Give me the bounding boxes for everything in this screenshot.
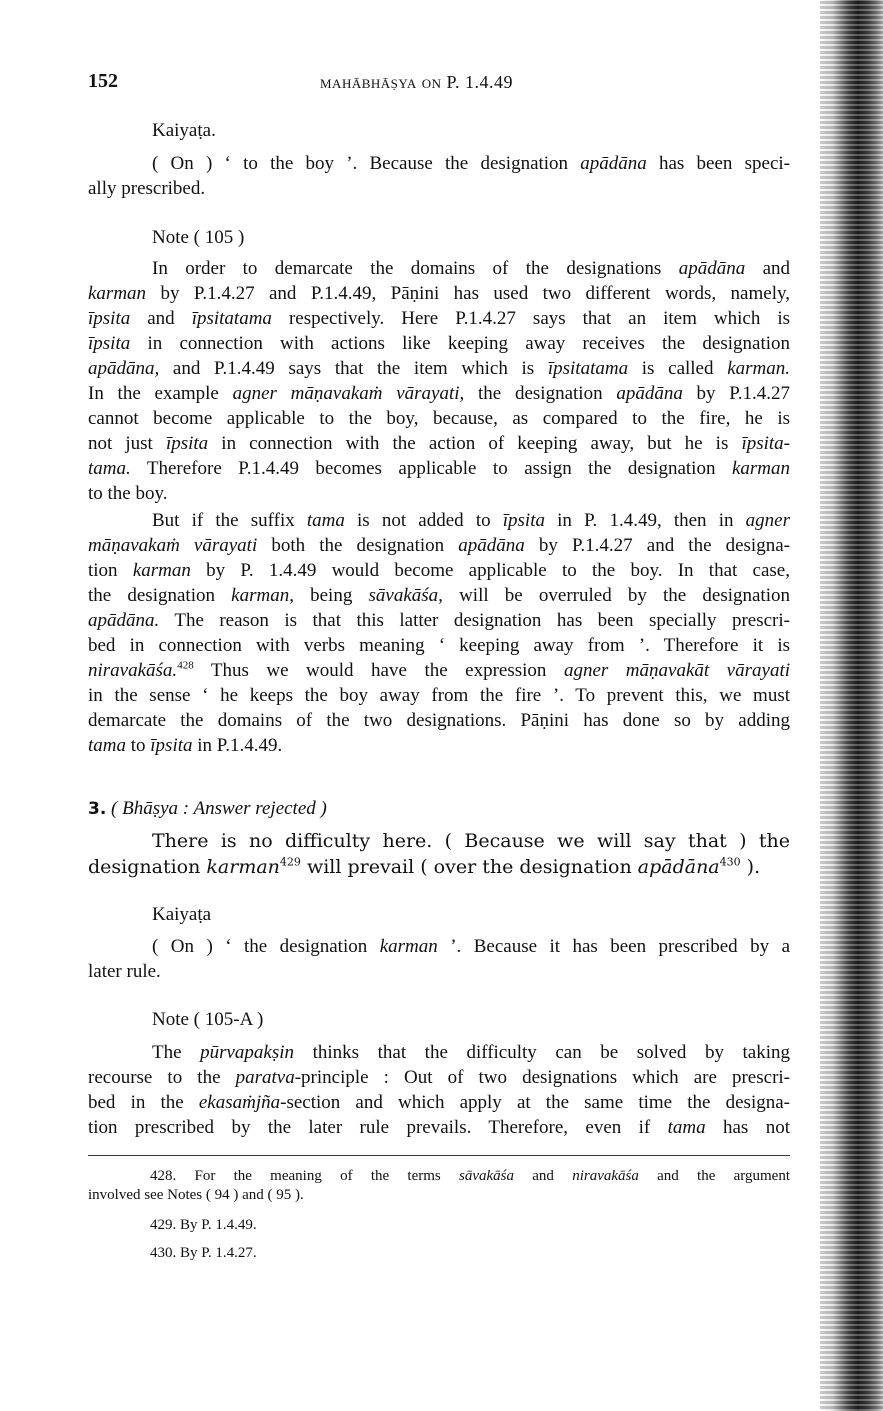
text-run: being xyxy=(293,585,369,606)
text-run: and xyxy=(745,258,791,279)
text-line xyxy=(88,225,790,250)
text-run: in P. 1.4.49, then in xyxy=(544,510,746,531)
text-run: 429. By P. 1.4.49. xyxy=(150,1217,257,1233)
italic-term: karman, xyxy=(231,585,294,606)
text-line xyxy=(88,281,790,306)
italic-term: īpsita- xyxy=(741,433,791,454)
text-line xyxy=(88,959,790,984)
text-run: ). xyxy=(740,856,761,878)
italic-term: karman xyxy=(206,856,280,878)
italic-term: apādāna. xyxy=(88,610,160,631)
text-run: In the example xyxy=(88,383,233,404)
text-run: the designation xyxy=(464,383,617,404)
text-line xyxy=(88,456,790,481)
text-run: by P.1.4.27 xyxy=(682,383,790,404)
text-line xyxy=(88,1040,790,1065)
text-run: later rule. xyxy=(88,961,161,982)
text-run: But if the suffix xyxy=(152,510,307,531)
italic-term: karman xyxy=(132,560,191,581)
text-line xyxy=(88,406,790,431)
italic-term: īpsita xyxy=(88,308,131,329)
text-line xyxy=(88,118,790,143)
footnote-ref: 429 xyxy=(279,855,301,869)
text-run: The xyxy=(152,1042,201,1063)
text-run: in connection with actions like keeping away receives the designation xyxy=(130,333,790,354)
text-line xyxy=(88,431,790,456)
kaiyata-paragraph xyxy=(88,151,790,201)
text-run: has not xyxy=(705,1117,790,1138)
text-line xyxy=(88,902,790,927)
note-paragraph-1 xyxy=(88,256,790,506)
text-run: Thus we would have the expression xyxy=(193,660,564,681)
text-run: involved see Notes ( 94 ) and ( 95 ). xyxy=(88,1187,304,1203)
text-run: ally prescribed. xyxy=(88,178,206,199)
italic-term: tama. xyxy=(88,458,131,479)
text-run: ’. Because it has been prescribed by a xyxy=(437,936,790,957)
footnote-ref: 430 xyxy=(719,855,741,869)
text-line xyxy=(88,331,790,356)
italic-term: niravakāśa xyxy=(572,1168,639,1184)
note-heading-105 xyxy=(88,225,790,250)
text-line xyxy=(88,508,790,533)
text-line xyxy=(88,658,790,683)
section-number: 3. xyxy=(88,799,107,819)
text-run: the designation xyxy=(88,585,232,606)
text-run: is not added to xyxy=(344,510,503,531)
text-run: 430. By P. 1.4.27. xyxy=(150,1245,257,1261)
italic-term: tama xyxy=(667,1117,706,1138)
text-line xyxy=(88,854,790,880)
text-run: has been speci- xyxy=(646,153,790,174)
italic-term: īpsita xyxy=(502,510,545,531)
text-run: and P.1.4.49 says that the item which is xyxy=(159,358,548,379)
text-run: by P.1.4.27 and the designa- xyxy=(524,535,790,556)
text-run: -principle : Out of two designations which are prescri- xyxy=(294,1067,791,1088)
text-run: Note ( 105 ) xyxy=(152,227,245,248)
italic-term: apādāna xyxy=(458,535,525,556)
italic-term: apādāna xyxy=(678,258,746,279)
italic-term: apādāna xyxy=(637,856,720,878)
text-run: The reason is that this latter designation has been specially prescri- xyxy=(159,610,790,631)
text-run: respectively. Here P.1.4.27 says that an item which is xyxy=(271,308,791,329)
note-heading-105a xyxy=(88,1007,790,1032)
text-line xyxy=(88,1115,790,1140)
commentary-heading-kaiyata-2 xyxy=(88,902,790,927)
text-line xyxy=(88,828,790,854)
bhasya-paragraph xyxy=(88,828,790,880)
italic-term: īpsita xyxy=(150,735,193,756)
text-line xyxy=(88,176,790,201)
text-run: will be overruled by the designation xyxy=(442,585,790,606)
running-head-rule: P. 1.4.49 xyxy=(446,72,514,92)
text-run: 428. For the meaning of the terms xyxy=(150,1168,460,1184)
text-run: -section and which apply at the same time the designa- xyxy=(280,1092,790,1113)
text-line xyxy=(88,381,790,406)
text-line xyxy=(88,608,790,633)
text-run: bed in the xyxy=(88,1092,199,1113)
footnote-divider xyxy=(88,1155,790,1156)
text-line xyxy=(88,1090,790,1115)
italic-term: ( Bhāṣya : Answer rejected ) xyxy=(111,798,327,819)
text-run: is called xyxy=(628,358,728,379)
page-number: 152 xyxy=(88,70,118,92)
text-run: demarcate the domains of the two designations. Pāṇini has done so by adding xyxy=(88,710,790,731)
text-line xyxy=(88,306,790,331)
text-run: and xyxy=(130,308,192,329)
italic-term: īpsitatama xyxy=(547,358,629,379)
note-paragraph-2 xyxy=(88,508,790,758)
footnote-430 xyxy=(88,1244,790,1263)
italic-term: agner māṇavakaṁ vārayati, xyxy=(232,383,465,404)
footnote-ref: 428 xyxy=(177,659,194,672)
kaiyata-paragraph-2 xyxy=(88,934,790,984)
text-line xyxy=(88,583,790,608)
text-line xyxy=(88,633,790,658)
footnote-429 xyxy=(88,1216,790,1235)
text-run: in the sense ‘ he keeps the boy away from the fire ’. To prevent this, we must xyxy=(88,685,790,706)
text-line xyxy=(88,1167,790,1186)
italic-term: īpsita xyxy=(88,333,131,354)
text-run: tion prescribed by the later rule prevails. Therefore, even if xyxy=(88,1117,668,1138)
italic-term: apādāna xyxy=(616,383,683,404)
text-run: in P.1.4.49. xyxy=(192,735,283,756)
text-run: There is no difficulty here. ( Because we will say that ) the xyxy=(152,830,790,852)
text-line xyxy=(88,683,790,708)
note-paragraph-105a xyxy=(88,1040,790,1140)
italic-term: karman. xyxy=(727,358,790,379)
italic-term: karman xyxy=(731,458,790,479)
text-line xyxy=(88,1244,790,1263)
text-run: ( On ) ‘ the designation xyxy=(152,936,380,957)
running-head-title: mahābhāṣya on xyxy=(320,72,442,92)
italic-term: paratva xyxy=(235,1067,295,1088)
italic-term: sāvakāśa xyxy=(459,1168,515,1184)
text-run: thinks that the difficulty can be solved by taking xyxy=(294,1042,790,1063)
text-run: and the argument xyxy=(638,1168,790,1184)
text-run: designation xyxy=(88,856,207,878)
footnote-428 xyxy=(88,1167,790,1205)
text-line xyxy=(88,934,790,959)
text-run: ( On ) ‘ to the boy ’. Because the designation xyxy=(152,153,581,174)
italic-term: ekasaṁjña xyxy=(198,1092,281,1113)
text-run: in connection with the action of keeping away, but he is xyxy=(208,433,742,454)
text-run: both the designation xyxy=(257,535,459,556)
italic-term: agner xyxy=(745,510,790,531)
text-run: by P. 1.4.49 would become applicable to the boy. In that case, xyxy=(190,560,790,581)
text-run: by P.1.4.27 and P.1.4.49, Pāṇini has used two different words, namely, xyxy=(146,283,790,304)
text-run: In order to demarcate the domains of the designations xyxy=(152,258,679,279)
text-run: tion xyxy=(88,560,133,581)
text-line xyxy=(88,256,790,281)
text-line xyxy=(88,151,790,176)
text-line xyxy=(88,708,790,733)
text-line xyxy=(88,558,790,583)
section-heading-3 xyxy=(88,796,790,821)
italic-term: sāvakāśa, xyxy=(368,585,443,606)
italic-term: karman xyxy=(88,283,147,304)
italic-term: niravakāśa. xyxy=(88,660,178,681)
italic-term: tama xyxy=(88,735,126,756)
italic-term: pūrvapakṣin xyxy=(200,1042,295,1063)
text-run: cannot become applicable to the boy, because, as compared to the fire, he is xyxy=(88,408,790,429)
text-line xyxy=(88,533,790,558)
text-line xyxy=(88,1065,790,1090)
text-run: will prevail ( over the designation xyxy=(300,856,638,878)
italic-term: karman xyxy=(379,936,438,957)
italic-term: māṇavakaṁ vārayati xyxy=(88,535,258,556)
text-run: and xyxy=(514,1168,573,1184)
italic-term: agner māṇavakāt vārayati xyxy=(563,660,790,681)
text-line xyxy=(88,356,790,381)
text-run: bed in connection with verbs meaning ‘ keeping away from ’. Therefore it is xyxy=(88,635,790,656)
text-run: Kaiyaṭa. xyxy=(152,120,216,141)
text-run: Kaiyaṭa xyxy=(152,904,212,925)
running-head xyxy=(320,72,513,93)
commentary-heading-kaiyata xyxy=(88,118,790,143)
text-run: recourse to the xyxy=(88,1067,236,1088)
text-line xyxy=(88,733,790,758)
italic-term: apādāna xyxy=(580,153,647,174)
text-line xyxy=(88,481,790,506)
italic-term: tama xyxy=(306,510,345,531)
scan-binding-shadow xyxy=(820,0,883,1411)
text-line xyxy=(88,1007,790,1032)
italic-term: īpsitatama xyxy=(191,308,272,329)
text-line xyxy=(88,1186,790,1205)
text-run: not just xyxy=(88,433,166,454)
text-run: Note ( 105-A ) xyxy=(152,1009,264,1030)
text-line xyxy=(88,1216,790,1235)
text-run: to xyxy=(126,735,151,756)
text-run: to the boy. xyxy=(88,483,168,504)
italic-term: īpsita xyxy=(165,433,209,454)
italic-term: apādāna, xyxy=(88,358,160,379)
text-line xyxy=(88,796,790,821)
text-run: Therefore P.1.4.49 becomes applicable to assign the designation xyxy=(130,458,732,479)
